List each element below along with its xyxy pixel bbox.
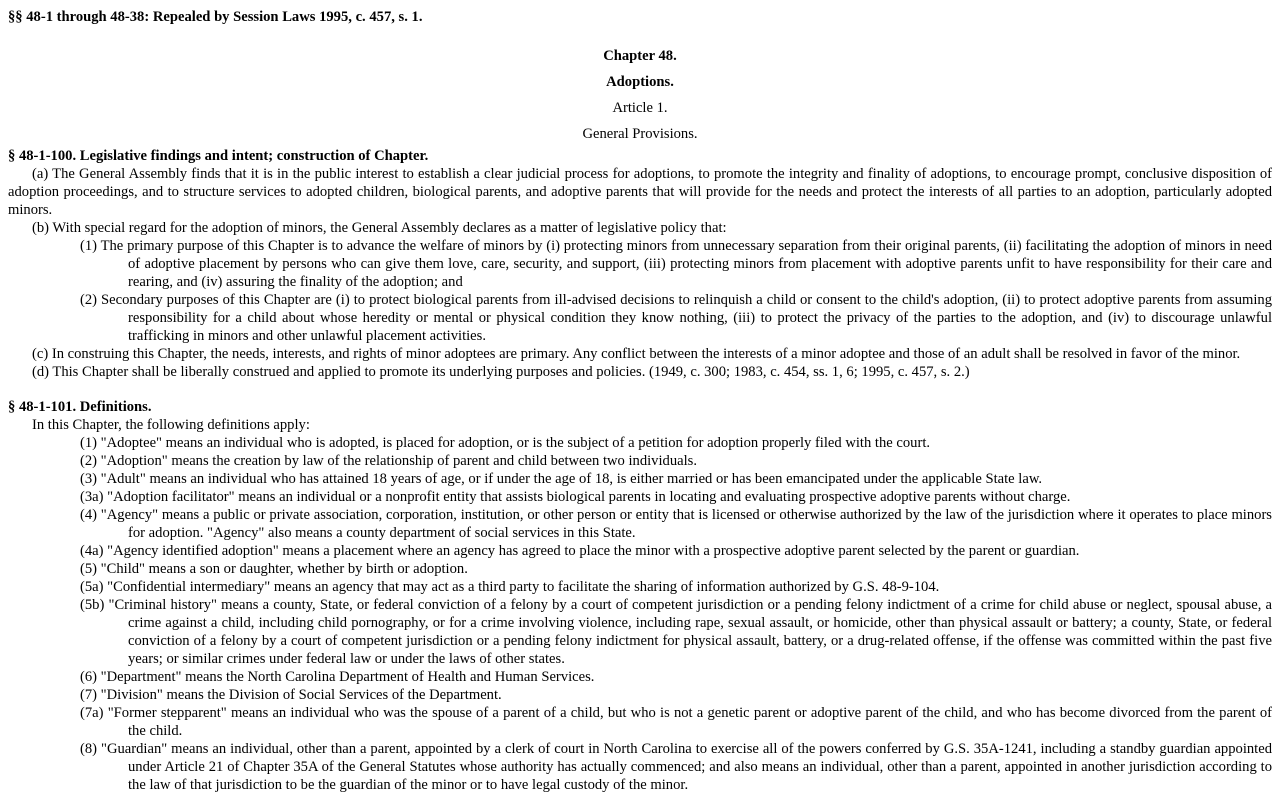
subsection-b-2: (2) Secondary purposes of this Chapter are (i) to protect biological parents from ill-advised decisions to relinquish a child or consent to the child's adoption, (ii) to protect adoptive parents from assuming responsibility for a child about whose heredity or mental or physical condition they know nothing, (iii) to protect the privacy of the parties to the adoption, and (iv) to discourage unlawful trafficking in minors and other unlawful placement activities. (80, 292, 1272, 344)
section-48-1-101 (8, 398, 1272, 794)
chapter-number: Chapter 48. (603, 48, 677, 64)
subsection-c: (c) In construing this Chapter, the needs, interests, and rights of minor adoptees are primary. Any conflict between the interests of a minor adoptee and those of an adult shall be resolved in favor of the minor. (32, 346, 1241, 362)
definition-item: (4a) "Agency identified adoption" means a placement where an agency has agreed to place the minor with a prospective adoptive parent selected by the parent or guardian. (80, 543, 1080, 559)
definition-item: (5b) "Criminal history" means a county, State, or federal conviction of a felony by a court of competent jurisdiction or a pending felony indictment of a crime for child abuse or neglect, spousal abuse, a crime against a child, including child pornography, or for a crime involving violence, including rape, sexual assault, or homicide, other than physical assault or battery; a county, State, or federal conviction of a felony by a court of competent jurisdiction or a pending felony indictment for physical assault, battery, or a drug-related offense, if the offense was committed within the past five years; or similar crimes under federal law or under the laws of other states. (80, 597, 1272, 667)
chapter-title: Adoptions. (606, 74, 674, 90)
article-title: General Provisions. (582, 126, 698, 142)
section-48-1-100 (8, 147, 1272, 381)
definition-item: (3a) "Adoption facilitator" means an individual or a nonprofit entity that assists biological parents in locating and evaluating prospective adoptive parents without charge. (80, 489, 1071, 505)
subsection-a: (a) The General Assembly finds that it is in the public interest to establish a clear judicial process for adoptions, to promote the integrity and finality of adoptions, to encourage prompt, conclusive disposition of adoption proceedings, and to structure services to adopted children, biological parents, and adoptive parents that will provide for the needs and protect the interests of all parties to an adoption, particularly adopted minors. (8, 166, 1272, 218)
definition-item: (4) "Agency" means a public or private association, corporation, institution, or other person or entity that is licensed or otherwise authorized by the law of the jurisdiction where it operates to place minors for adoption. "Agency" also means a county department of social services in this State. (80, 507, 1272, 541)
section-title: § 48-1-100. Legislative findings and intent; construction of Chapter. (8, 148, 429, 164)
section-title: § 48-1-101. Definitions. (8, 399, 152, 415)
subsection-b: (b) With special regard for the adoption of minors, the General Assembly declares as a matter of legislative policy that: (32, 220, 727, 236)
definitions-intro: In this Chapter, the following definitions apply: (32, 417, 310, 433)
definition-item: (6) "Department" means the North Carolina Department of Health and Human Services. (80, 669, 595, 685)
definition-item: (8) "Guardian" means an individual, other than a parent, appointed by a clerk of court in North Carolina to exercise all of the powers conferred by G.S. 35A-1241, including a standby guardian appointed under Article 21 of Chapter 35A of the General Statutes whose authority has actually commenced; and also means an individual, other than a parent, appointed in another jurisdiction according to the law of that jurisdiction to be the guardian of the minor or to have legal custody of the minor. (80, 741, 1272, 793)
definition-item: (3) "Adult" means an individual who has attained 18 years of age, or if under the age of 18, is either married or has been emancipated under the applicable State law. (80, 471, 1043, 487)
definition-item: (2) "Adoption" means the creation by law of the relationship of parent and child between two individuals. (80, 453, 697, 469)
subsection-b-1: (1) The primary purpose of this Chapter is to advance the welfare of minors by (i) protecting minors from unnecessary separation from their original parents, (ii) facilitating the adoption of minors in need of adoptive placement by persons who can give them love, care, security, and support, (iii) protecting minors from placement with adoptive parents unfit to have responsibility for their care and rearing, and (iv) assuring the finality of the adoption; and (80, 238, 1272, 290)
repeal-note: §§ 48-1 through 48-38: Repealed by Session Laws 1995, c. 457, s. 1. (8, 9, 423, 25)
definition-item: (5a) "Confidential intermediary" means an agency that may act as a third party to facilitate the sharing of information authorized by G.S. 48-9-104. (80, 579, 940, 595)
definition-item: (1) "Adoptee" means an individual who is adopted, is placed for adoption, or is the subject of a petition for adoption properly filed with the court. (80, 435, 931, 451)
article-number: Article 1. (612, 100, 668, 116)
definition-item: (7a) "Former stepparent" means an individual who was the spouse of a parent of a child, but who is not a genetic parent or adoptive parent of the child, and who has become divorced from the parent of the child. (80, 705, 1272, 739)
definition-item: (7) "Division" means the Division of Social Services of the Department. (80, 687, 502, 703)
definition-item: (5) "Child" means a son or daughter, whether by birth or adoption. (80, 561, 468, 577)
subsection-d: (d) This Chapter shall be liberally construed and applied to promote its underlying purposes and policies. (1949, c. 300; 1983, c. 454, ss. 1, 6; 1995, c. 457, s. 2.) (32, 364, 970, 380)
